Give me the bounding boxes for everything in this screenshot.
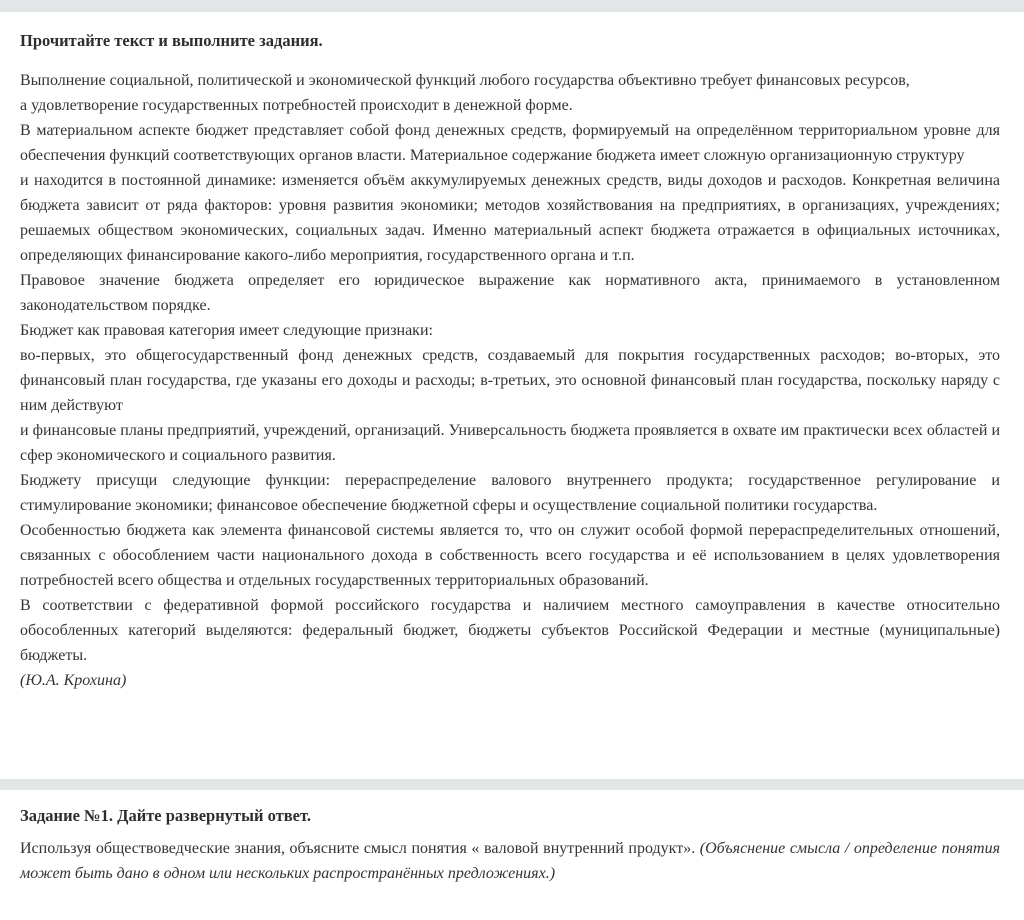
text-paragraph: во-первых, это общегосударственный фонд денежных средств, создаваемый для покрытия государственных расходов; во-вторых, это финансовый план государства, где указаны его доходы и расходы; в-третьих, это основной финансовый план государства, поскольку наряду с ним действуют bbox=[20, 347, 1000, 414]
text-paragraph: Бюджет как правовая категория имеет следующие признаки: bbox=[20, 322, 433, 339]
task-title: Задание №1. Дайте развернутый ответ. bbox=[20, 806, 311, 825]
author-attribution: (Ю.А. Крохина) bbox=[20, 672, 127, 689]
task-card bbox=[0, 790, 1024, 920]
task-question: Используя обществоведческие знания, объясните смысл понятия « валовой внутренний продукт». bbox=[20, 840, 696, 857]
task-body bbox=[20, 836, 1000, 886]
top-gray-strip bbox=[0, 0, 1024, 12]
reading-text bbox=[20, 68, 1000, 693]
text-paragraph: Выполнение социальной, политической и экономической функций любого государства объективно требует финансовых ресурсов, bbox=[20, 72, 910, 89]
text-paragraph: и находится в постоянной динамике: изменяется объём аккумулируемых денежных средств, виды доходов и расходов. Конкретная величина бюджета зависит от ряда факторов: уровня развития экономики; методов хозяйствования на предприятиях, в организациях, учреждениях; решаемых обществом экономических, социальных задач. Именно материальный аспект бюджета отражается в официальных источниках, определяющих финансирование какого-либо мероприятия, государственного органа и т.п. bbox=[20, 172, 1000, 264]
text-paragraph: В соответствии с федеративной формой российского государства и наличием местного самоуправления в качестве относительно обособленных категорий выделяются: федеральный бюджет, бюджеты субъектов Российской Федерации и местные (муниципальные) бюджеты. bbox=[20, 597, 1000, 664]
text-paragraph: В материальном аспекте бюджет представляет собой фонд денежных средств, формируемый на определённом территориальном уровне для обеспечения функций соответствующих органов власти. Материальное содержание бюджета имеет сложную организационную структуру bbox=[20, 122, 1000, 164]
reading-instruction: Прочитайте текст и выполните задания. bbox=[20, 31, 323, 50]
text-paragraph: Особенностью бюджета как элемента финансовой системы является то, что он служит особой формой перераспределительных отношений, связанных с обособлением части национального дохода в собственность всего государства и её использованием в целях удовлетворения потребностей всего общества и отдельных государственных территориальных образований. bbox=[20, 522, 1000, 589]
task-question-line bbox=[20, 836, 1000, 886]
text-paragraph: Правовое значение бюджета определяет его юридическое выражение как нормативного акта, принимаемого в установленном законодательством порядке. bbox=[20, 272, 1000, 314]
section-divider bbox=[0, 779, 1024, 790]
text-paragraph: Бюджету присущи следующие функции: перераспределение валового внутреннего продукта; государственное регулирование и стимулирование экономики; финансовое обеспечение бюджетной сферы и осуществление социальной политики государства. bbox=[20, 472, 1000, 514]
text-paragraph: и финансовые планы предприятий, учреждений, организаций. Универсальность бюджета проявляется в охвате им практически всех областей и сфер экономического и социального развития. bbox=[20, 422, 1000, 464]
reading-card bbox=[0, 12, 1024, 779]
text-paragraph: а удовлетворение государственных потребностей происходит в денежной форме. bbox=[20, 97, 573, 114]
task-note: (Объяснение смысла / определение понятия может быть дано в одном или нескольких распространённых предложениях.) bbox=[20, 840, 1001, 882]
